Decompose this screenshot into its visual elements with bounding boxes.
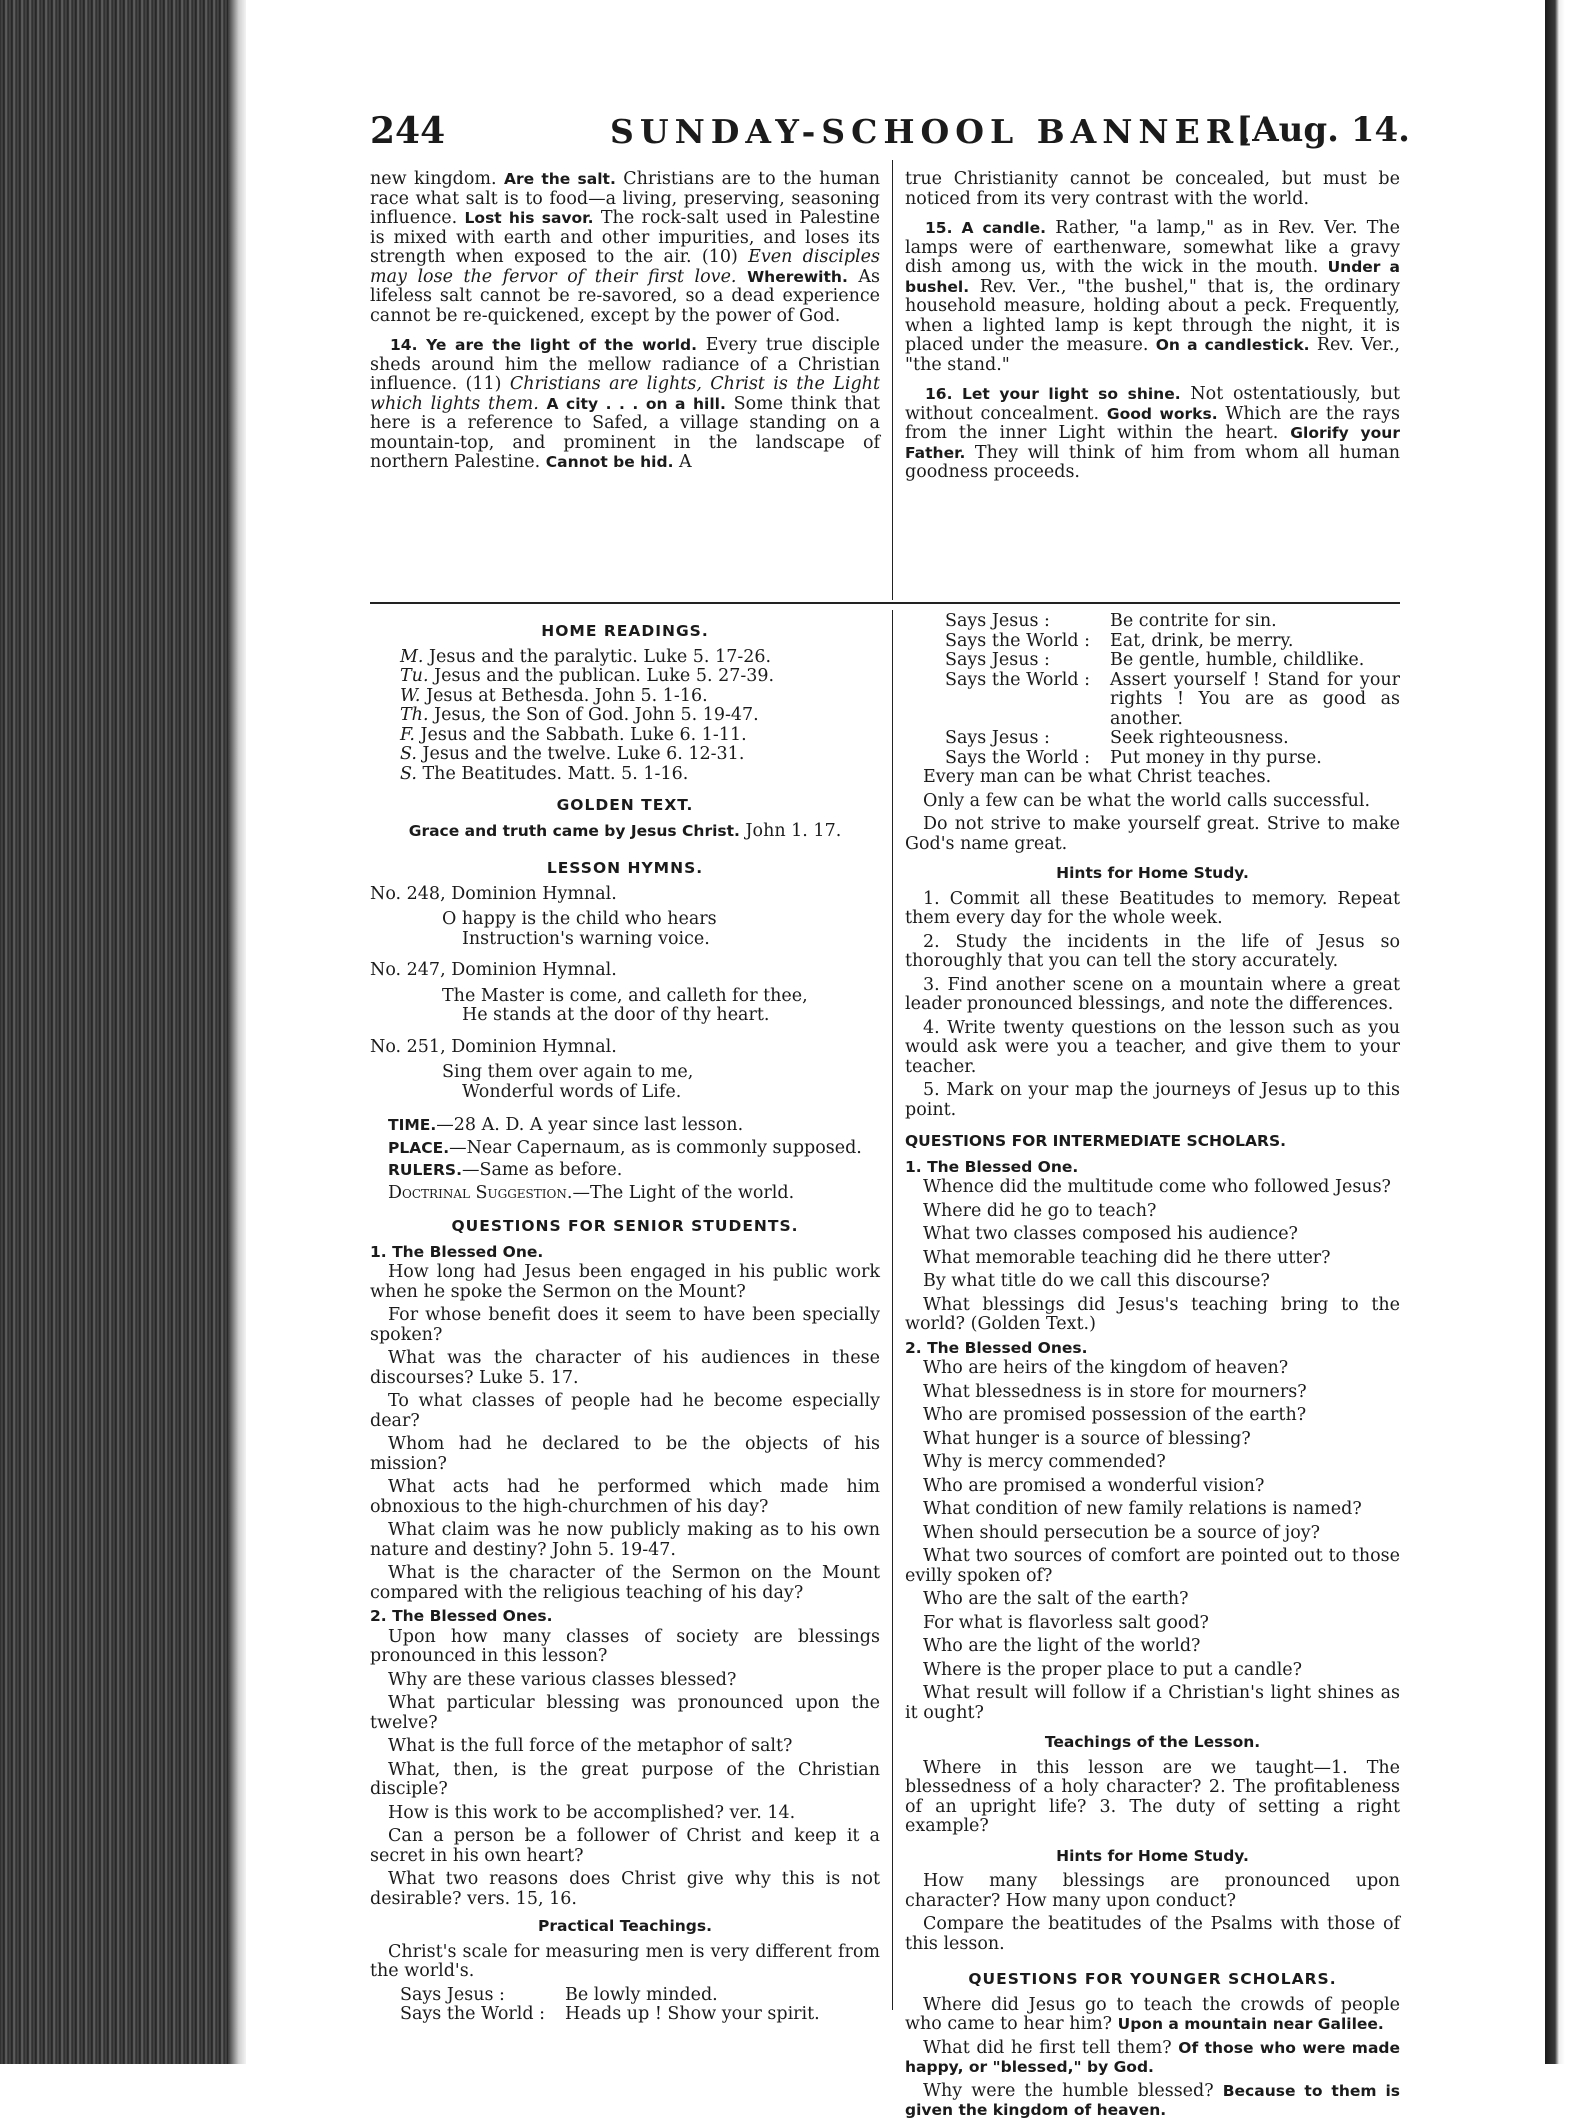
reading-text: Jesus and the paralytic. Luke 5. 17-26.	[429, 646, 772, 667]
saying-text: Heads up ! Show your spirit.	[565, 2004, 820, 2024]
intermediate-section-1: 1. The Blessed One.	[905, 1157, 1079, 1176]
reading-text: Jesus and the Sabbath. Luke 6. 1-11.	[420, 724, 747, 745]
saying-speaker: Says the World :	[945, 669, 1091, 690]
question: What is the character of the Sermon on the Mount compared with the religious teaching of his day?	[370, 1563, 880, 1603]
reading-day: W.	[400, 685, 427, 706]
top-right-paragraph: 16. Let your light so shine. Not ostentatiously, but without concealment. Good works. Which are the rays from the inner Light within the heart. Glorify your Father. They will think of him from whom all human goodness proceeds.	[905, 384, 1400, 482]
saying-speaker: Says Jesus :	[945, 728, 1050, 748]
section-rule	[370, 602, 1400, 604]
reading-day: Tu.	[400, 666, 435, 686]
top-left-paragraph: new kingdom. Are the salt. Christians are to the human race what salt is to food—a living, preserving, seasoning influence. Lost his savor. The rock-salt used in Palestine is mixed with earth and other impurities, and loses its strength when exposed to the air. (10) Even disciples may lose the fervor of their first love. Wherewith. As lifeless salt cannot be re-savored, so a dead experience cannot be re-quickened, except by the power of God.	[370, 169, 880, 326]
question: For whose benefit does it seem to have been specially spoken?	[370, 1305, 880, 1345]
saying-row	[370, 2005, 880, 2025]
sayings	[905, 768, 1400, 854]
says-right	[905, 612, 1400, 768]
hints-heading-2: Hints for Home Study.	[1056, 1846, 1249, 1865]
saying-text: Be contrite for sin.	[1110, 611, 1277, 631]
column-rule	[892, 160, 893, 600]
intermediate-questions-2	[905, 1359, 1400, 1723]
hymn-number: No. 247, Dominion Hymnal.	[370, 960, 617, 980]
question: What blessedness is in store for mourners?	[923, 1381, 1307, 1402]
question: 3. Find another scene on a mountain where a great leader pronounced blessings, and note the differences.	[905, 974, 1400, 1014]
time-value: —28 A. D. A year since last lesson.	[436, 1115, 744, 1135]
lesson-hymns-heading: LESSON HYMNS.	[546, 859, 704, 877]
saying-text: Put money in thy purse.	[1110, 747, 1322, 768]
doctrinal-value: —The Light of the world.	[572, 1182, 795, 1203]
saying-speaker: Says the World :	[945, 630, 1091, 651]
hints-list-2	[905, 1872, 1400, 1954]
younger-answer: Of those who were made happy, or "blessed," by God.	[905, 2038, 1401, 2076]
rulers-value: —Same as before.	[461, 1160, 623, 1180]
saying-row	[370, 1986, 880, 2006]
page-gutter	[228, 0, 246, 2064]
place-label: PLACE.	[388, 1138, 450, 1157]
saying-text: Seek righteousness.	[1110, 728, 1289, 748]
question: Whence did the multitude come who followed Jesus?	[923, 1177, 1391, 1197]
saying-text: Eat, drink, be merry.	[1110, 630, 1294, 651]
question: What blessings did Jesus's teaching bring to the world? (Golden Text.)	[905, 1294, 1400, 1334]
question: How is this work to be accomplished? ver. 14.	[388, 1802, 796, 1823]
saying-row	[915, 671, 1400, 730]
reading-text: Jesus at Bethesda. John 5. 1-16.	[426, 685, 708, 706]
rulers-label: RULERS.	[388, 1161, 462, 1179]
hymn-line: Sing them over again to me,	[442, 1062, 694, 1082]
running-title: SUNDAY-SCHOOL BANNER.	[610, 112, 1257, 151]
practical-intro: Christ's scale for measuring men is very different from the world's.	[370, 1941, 880, 1981]
question: Who are the light of the world?	[923, 1636, 1201, 1656]
reading-text: Jesus, the Son of God. John 5. 19-47.	[434, 705, 759, 725]
place-value: —Near Capernaum, as is commonly supposed.	[449, 1137, 862, 1158]
lower-left-column	[370, 612, 880, 2025]
question: To what classes of people had he become especially dear?	[370, 1391, 880, 1431]
intermediate-section-2: 2. The Blessed Ones.	[905, 1338, 1088, 1357]
saying-row	[915, 612, 1400, 632]
younger-item	[905, 2039, 1400, 2078]
time-label: TIME.	[388, 1116, 437, 1134]
saying-speaker: Says the World :	[400, 2004, 546, 2024]
hymn-line: O happy is the child who hears	[442, 909, 717, 929]
saying-speaker: Says the World :	[945, 747, 1091, 768]
question: How long had Jesus been engaged in his public work when he spoke the Sermon on the Mount?	[370, 1262, 880, 1302]
home-readings-heading: HOME READINGS.	[541, 622, 709, 640]
lesson-facts	[370, 1116, 880, 1203]
reading-text: Jesus and the twelve. Luke 6. 12-31.	[422, 744, 745, 764]
says-left	[370, 1986, 880, 2025]
reading-day: S.	[400, 744, 423, 764]
saying-text: Be gentle, humble, childlike.	[1110, 650, 1365, 670]
hymn-number: No. 248, Dominion Hymnal.	[370, 883, 617, 904]
question: Why are these various classes blessed?	[388, 1669, 737, 1690]
top-right-column	[905, 170, 1400, 487]
practical-heading: Practical Teachings.	[538, 1917, 712, 1935]
home-readings-list	[370, 648, 880, 785]
question: What condition of new family relations is named?	[923, 1499, 1362, 1519]
lower-right-column	[905, 612, 1400, 2125]
column-rule-lower	[892, 610, 893, 2010]
reading-day: M.	[400, 646, 430, 667]
saying-speaker: Says Jesus :	[945, 650, 1050, 670]
question: 5. Mark on your map the journeys of Jesus up to this point.	[905, 1080, 1400, 1120]
younger-answer: Because to them is given the kingdom of heaven.	[905, 2081, 1400, 2119]
question: Where is the proper place to put a candle?	[923, 1659, 1303, 1680]
home-reading-item	[370, 706, 880, 726]
hymn-line: The Master is come, and calleth for thee,	[442, 985, 808, 1006]
question: Where did he go to teach?	[923, 1200, 1157, 1221]
saying-text: Assert yourself ! Stand for your rights ! You are as good as another.	[1110, 669, 1400, 729]
younger-answer: Upon a mountain near Galilee.	[1117, 2015, 1384, 2033]
senior-questions-1	[370, 1263, 880, 1603]
senior-questions-2	[370, 1628, 880, 1910]
reading-text: The Beatitudes. Matt. 5. 1-16.	[422, 763, 689, 784]
question: 2. Study the incidents in the life of Jesus so thoroughly that you can tell the story accurately.	[905, 931, 1400, 971]
question: What two sources of comfort are pointed out to those evilly spoken of?	[905, 1546, 1400, 1586]
question: Who are the salt of the earth?	[923, 1589, 1189, 1609]
intermediate-heading: QUESTIONS FOR INTERMEDIATE SCHOLARS.	[905, 1132, 1287, 1150]
hymn-line: He stands at the door of thy heart.	[462, 1005, 770, 1025]
question: What hunger is a source of blessing?	[923, 1428, 1251, 1449]
reading-day: F.	[400, 724, 421, 745]
saying-row	[915, 651, 1400, 671]
reading-text: Jesus and the publican. Luke 5. 27-39.	[434, 666, 775, 686]
reading-day: S.	[400, 763, 423, 784]
question: How many blessings are pronounced upon character? How many upon conduct?	[905, 1871, 1400, 1911]
lesson-hymns-list	[370, 885, 880, 1103]
teachings-text: Where in this lesson are we taught—1. The blessedness of a holy character? 2. The profitableness of an upright life? 3. The duty of setting a right example?	[905, 1757, 1400, 1836]
home-reading-item	[370, 667, 880, 687]
question: For what is flavorless salt good?	[923, 1612, 1209, 1633]
question: Compare the beatitudes of the Psalms with those of this lesson.	[905, 1914, 1400, 1954]
top-left-paragraph: 14. Ye are the light of the world. Every true disciple sheds around him the mellow radiance of a Christian influence. (11) Christians are lights, Christ is the Light which lights them. A city . . . on a hill. Some think that here is a reference to Safed, a village standing on a mountain-top, and prominent in the landscape of northern Palestine. Cannot be hid. A	[370, 335, 880, 472]
saying-row	[915, 632, 1400, 652]
golden-text	[370, 822, 880, 842]
saying-speaker: Says Jesus :	[945, 611, 1050, 631]
top-right-paragraph: true Christianity cannot be concealed, but must be noticed from its very contrast with the world.	[905, 169, 1400, 209]
senior-section-2: 2. The Blessed Ones.	[370, 1607, 553, 1625]
question: When should persecution be a source of joy?	[923, 1522, 1320, 1543]
page-header	[360, 110, 1410, 160]
question: What two reasons does Christ give why this is not desirable? vers. 15, 16.	[370, 1869, 880, 1909]
senior-section-1: 1. The Blessed One.	[370, 1242, 544, 1261]
teachings-heading: Teachings of the Lesson.	[1044, 1733, 1261, 1751]
doctrinal-label: Doctrinal Suggestion.	[388, 1182, 573, 1203]
next-page-edge	[1545, 0, 1584, 2064]
question: Who are heirs of the kingdom of heaven?	[923, 1358, 1289, 1378]
golden-text-ref: John 1. 17.	[745, 820, 842, 841]
home-reading-item	[370, 745, 880, 765]
question: What particular blessing was pronounced upon the twelve?	[370, 1693, 880, 1733]
question: 4. Write twenty questions on the lesson such as you would ask were you a teacher, and give them to your teacher.	[905, 1017, 1400, 1077]
younger-questions	[905, 1996, 1400, 2121]
younger-question: Why were the humble blessed?	[923, 2080, 1223, 2101]
question: What claim was he now publicly making as to his own nature and destiny? John 5. 19-47.	[370, 1520, 880, 1560]
saying-text: Be lowly minded.	[565, 1984, 718, 2005]
question: By what title do we call this discourse?	[923, 1271, 1270, 1291]
hymn-number: No. 251, Dominion Hymnal.	[370, 1036, 617, 1057]
question: What memorable teaching did he there utter?	[923, 1247, 1331, 1268]
saying-row	[915, 749, 1400, 769]
question: What, then, is the great purpose of the Christian disciple?	[370, 1759, 880, 1799]
question: Who are promised possession of the earth?	[923, 1405, 1307, 1425]
home-reading-item	[370, 687, 880, 707]
top-right-paragraph: 15. A candle. Rather, "a lamp," as in Rev. Ver. The lamps were of earthenware, somewhat like a gravy dish among us, with the wick in the mouth. Under a bushel. Rev. Ver., "the bushel," that is, the ordinary household measure, holding about a peck. Frequently, when a lighted lamp is kept through the night, it is placed under the measure. On a candlestick. Rev. Ver., "the stand."	[905, 218, 1401, 375]
question: What result will follow if a Christian's light shines as it ought?	[905, 1683, 1400, 1723]
hints-heading-1: Hints for Home Study.	[1056, 864, 1249, 882]
senior-heading: QUESTIONS FOR SENIOR STUDENTS.	[451, 1217, 799, 1235]
question: Can a person be a follower of Christ and keep it a secret in his own heart?	[370, 1826, 880, 1866]
hymn-line: Instruction's warning voice.	[462, 928, 710, 949]
question: What two classes composed his audience?	[923, 1224, 1298, 1244]
younger-question: Where did Jesus go to teach the crowds of people who came to hear him?	[905, 1994, 1400, 2034]
saying-row	[915, 729, 1400, 749]
saying-line: Every man can be what Christ teaches.	[923, 767, 1272, 787]
question: Upon how many classes of society are blessings pronounced in this lesson?	[370, 1626, 880, 1666]
younger-heading: QUESTIONS FOR YOUNGER SCHOLARS.	[968, 1970, 1337, 1988]
question: Who are promised a wonderful vision?	[923, 1475, 1265, 1496]
question: 1. Commit all these Beatitudes to memory. Repeat them every day for the whole week.	[905, 888, 1400, 928]
reading-day: Th.	[400, 705, 435, 725]
page-date: [Aug. 14.	[1236, 110, 1410, 150]
golden-text-body: Grace and truth came by Jesus Christ.	[408, 821, 740, 840]
younger-item	[905, 2082, 1400, 2121]
hymn-line: Wonderful words of Life.	[462, 1081, 682, 1102]
saying-speaker: Says Jesus :	[400, 1984, 505, 2005]
question: What was the character of his audiences in these discourses? Luke 5. 17.	[370, 1348, 880, 1388]
younger-question: What did he first tell them?	[923, 2037, 1179, 2058]
younger-item	[905, 1996, 1400, 2035]
home-reading-item	[370, 726, 880, 746]
top-left-column	[370, 170, 880, 477]
book-binding	[0, 0, 245, 2064]
question: What is the full force of the metaphor of salt?	[388, 1736, 793, 1756]
saying-line: Only a few can be what the world calls successful.	[923, 790, 1371, 811]
page-number: 244	[370, 110, 446, 152]
question: Whom had he declared to be the objects of his mission?	[370, 1434, 880, 1474]
question: Why is mercy commended?	[923, 1452, 1166, 1472]
intermediate-questions-1	[905, 1178, 1400, 1335]
page	[360, 100, 1410, 2119]
question: What acts had he performed which made him obnoxious to the high-churchmen of his day?	[370, 1477, 880, 1517]
home-reading-item	[370, 648, 880, 668]
hints-list-1	[905, 890, 1400, 1121]
golden-text-heading: GOLDEN TEXT.	[556, 796, 694, 814]
saying-line: Do not strive to make yourself great. Strive to make God's name great.	[905, 814, 1400, 854]
home-reading-item	[370, 765, 880, 785]
